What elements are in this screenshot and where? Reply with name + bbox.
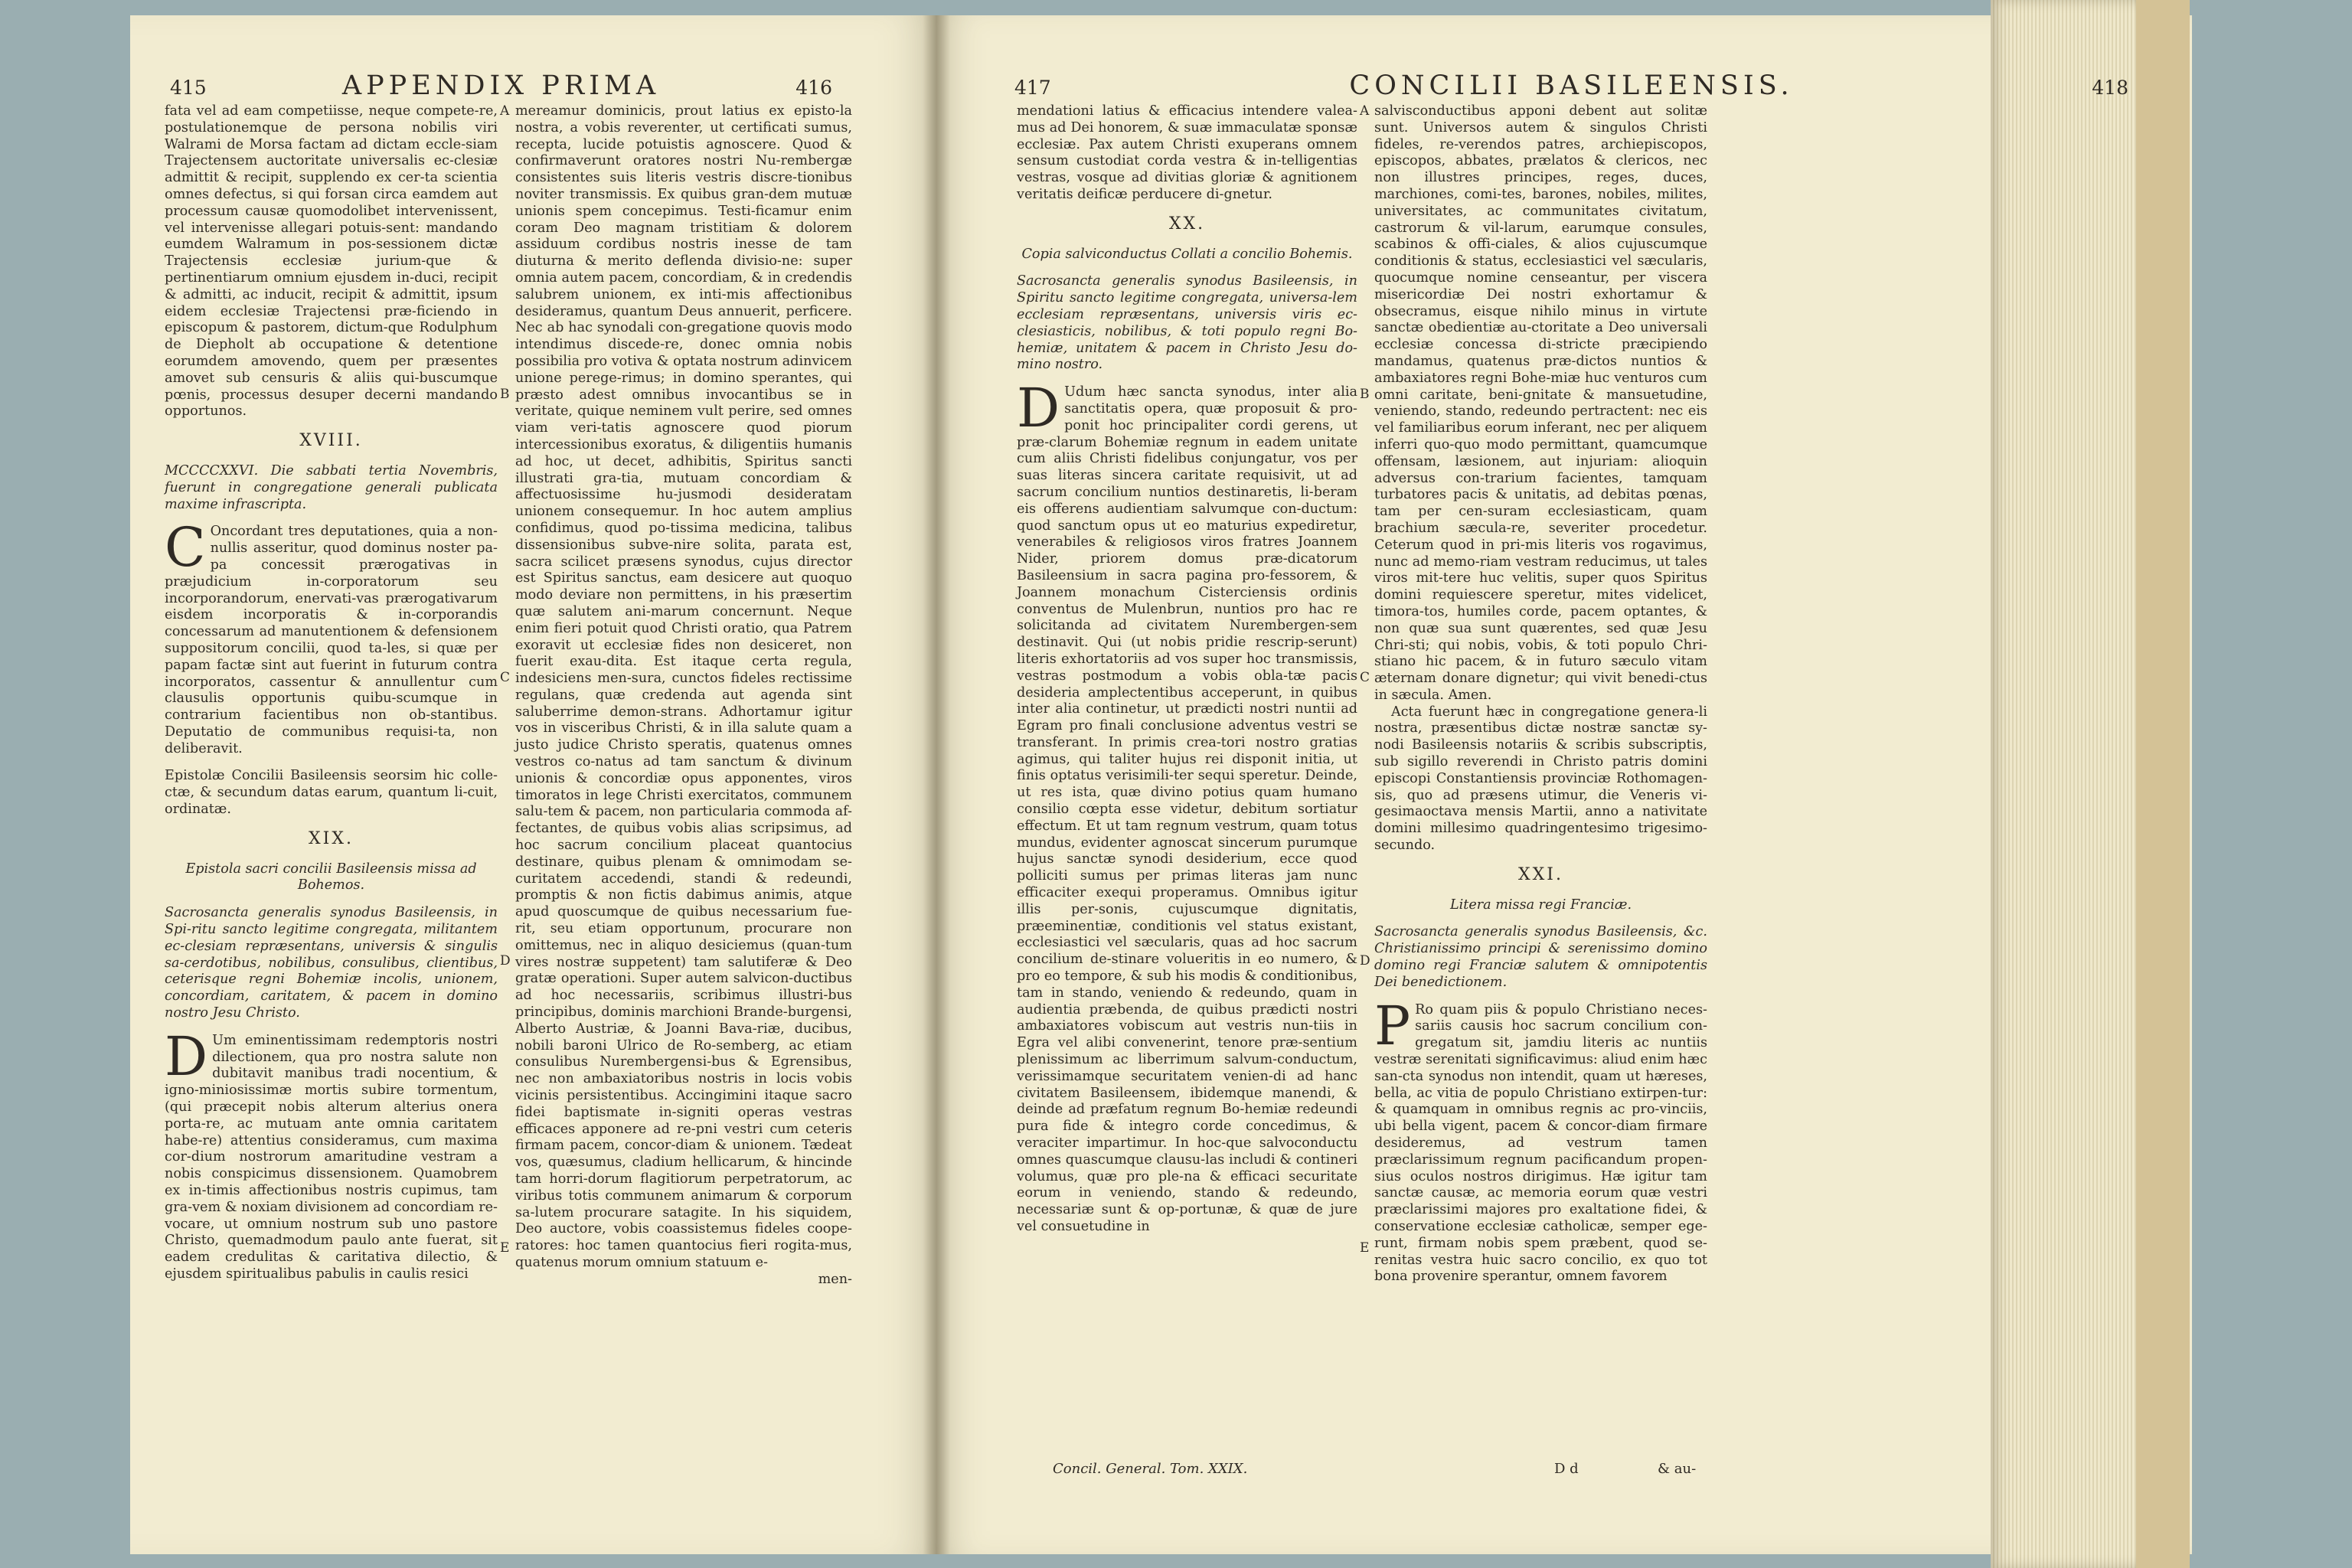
footer-reference: Concil. General. Tom. XXIX. — [1053, 1461, 1248, 1477]
page-number: 415 — [170, 77, 207, 99]
section-number: XIX. — [308, 828, 354, 848]
right-running-header — [1014, 70, 2128, 106]
catchword: & au- — [1658, 1461, 1697, 1477]
section-heading: Litera missa regi Franciæ. — [1449, 897, 1632, 913]
section-heading: Copia salviconductus Collati a concilio Bohemis. — [1021, 246, 1353, 262]
section-number: XX. — [1168, 214, 1206, 234]
page-number: 418 — [2092, 77, 2128, 99]
paragraph: P Ro quam piis & populo Christiano neces-sariis causis hoc sacrum concilium con-gregatum sit, jamdiu literis ac nuntiis vestræ serenitati significavimus: aliud enim hæc san-cta synodus non intendit, quam ut hæreses, bella, ac vitia de populo Christiano extirpen-tur: & quamquam in omnibus regnis ac pro-vinciis, ubi bella vigent, pacem & concor-diam firmare desideremus, ad vestrum tamen præclarissimum regnum pacificandum propen-sius oculos nostros dirigimus. Hæ igitur tam sanctæ causæ, ac memoria eorum quæ vestri præclarissimi majores pro exaltatione fidei, & conservatione ecclesiæ catholicæ, semper ege-runt, firmam nobis spem præbent, quod se-renitas vestra huic sacro concilio, ex quo tot bona provenire sperantur, omnem favorem — [1374, 994, 1707, 1285]
running-title: CONCILII BASILEENSIS. — [1349, 70, 1794, 101]
address: Sacrosancta generalis synodus Basileensis, in Spiritu sancto legitime congregata, universa-lem ecclesiam repræsentans, universis viris ec-clesiasticis, nobilibus, & toti populo regni Bo-hemiæ, unitatem & pacem in Christo Jesu do-mino nostro. — [1017, 273, 1357, 373]
paragraph: D Um eminentissimam redemptoris nostri dilectionem, qua pro nostra salute non dubitavit manibus tradi nocentium, & igno-miniosissimæ mortis subire tormentum, (qui præcepit nobis alterum alterius onera porta-re, ac mutuam ante omnia caritatem habe-re) attentius consideramus, cum maxima cor-dium nostrorum amaritudine vestram a nobis conspicimus dissensionem. Quamobrem ex in-timis affectionibus nostris cupimus, tam gra-vem & noxiam divisionem ad concordiam re-vocare, ut omnium nostrum sub uno pastore Christo, quemadmodum paulo ante fuerat, sit eadem credulitas & caritativa dilectio, & ejusdem spiritualibus pabulis in caulis resici — [165, 1024, 498, 1282]
margin-mark: E — [1360, 1240, 1370, 1256]
paragraph: Epistolæ Concilii Basileensis seorsim hic colle-ctæ, & secundum datas earum, quantum li-cuit, ordinatæ. — [165, 768, 498, 818]
text-column-3 — [1017, 103, 1357, 1236]
margin-mark: D — [1360, 953, 1370, 969]
text-column-2 — [515, 103, 852, 1289]
margin-mark: A — [500, 103, 510, 119]
section-number: XVIII. — [299, 431, 363, 451]
text-column-1 — [165, 103, 498, 1283]
paragraph: Acta fuerunt hæc in congregatione genera-li nostra, præsentibus dictæ nostræ sanctæ sy-nodi Basileensis notariis & scribis subscriptis, sub sigillo reverendi in Christo patris domini episcopi Constantiensis provinciæ Rothomagen-sis, quo ad præsens utimur, die Veneris vi-gesimaoctava mensis Martii, anno a nativitate domini millesimo quadringentesimo trigesimo-secundo. — [1374, 704, 1707, 854]
drop-cap: C — [165, 516, 206, 580]
paragraph: D Udum hæc sancta synodus, inter alia sanctitatis opera, quæ proposuit & pro-ponit hoc principaliter cordi gerens, ut præ-clarum Bohemiæ regnum in eadem unitate cum aliis Christi fidelibus conjungatur, vos per suas literas sincera caritate requisivit, ut ad sacrum concilium nuntios destinaretis, li-beram eis offerens audientiam salvumque con-ductum: quod sanctum opus ut eo maturius expediretur, venerabiles & religiosos viros fratres Joannem Nider, priorem domus præ-dicatorum Basileensium in sacra pagina pro-fessorem, & Joannem monachum Cisterciensis ordinis conventus de Mulenbrun, nuntios pro hac re solicitanda ad civitatem Nurembergen-sem destinavit. Qui (ut nobis pridie rescrip-serunt) literis exhortatoriis ad vos super hoc transmissis, vestras postmodum a vobis obla-tæ pacis desideria amplectentibus acceperunt, in quibus inter alia continetur, ut prædicti nostri nuntii ad Egram pro finali conclusione adventus vestri se transferant. In primis crea-tori nostro gratias agimus, qui taliter hujus rei disponit initia, ut finis optatus verisimili-ter sequi speretur. Deinde, ut res ista, quæ divino potius quam humano consilio cœpta esse videtur, debitum sortiatur effectum. Et ut tam regnum vestrum, quam totus mundus, evidenter agnoscat sincerum purumque hujus sanctæ synodi desiderium, ecce quod polliciti sumus per primas literas jam nunc efficaciter exequi properamus. Omnibus igitur illis per-sonis, cujuscumque dignitatis, præeminentiæ, conditionis vel status existant, ecclesiastici vel sæcularis, quas ad hoc sacrum concilium de-stinare volueritis in eo numero, & pro eo tempore, & sub his modis & conditionibus, tam in stando, veniendo & redeundo, quam in audientia præbenda, de quibus prædicti nostri ambaxiatores vobiscum aut vestris nun-tiis in Egra vel alibi convenerint, tenore præ-sentium plenissimum ac liberrimum salvum-conductum, verissimamque securitatem venien-di ad hanc civitatem Basileensem, ibidemque manendi, & deinde ad præfatum regnum Bo-hemiæ redeundi pura fide & integro corde concedimus, & veraciter impartimur. In hoc-que salvoconductu omnes quascumque clausu-las includi & contineri volumus, quæ pro ple-na & efficaci securitate eorum in veniendo, stando & redeundo, necessariæ sunt & op-portunæ, & quæ de jure vel consuetudine in — [1017, 377, 1357, 1234]
paragraph: salvisconductibus apponi debent aut solitæ sunt. Universos autem & singulos Christi fideles, re-verendos patres, archiepiscopos, episcopos, abbates, prælatos & clericos, nec non illustres principes, reges, duces, marchiones, comi-tes, barones, nobiles, milites, universitates, ac communitates civitatum, castrorum & vil-larum, earumque consules, scabinos & offi-ciales, & alios cujuscumque conditionis & status, ecclesiastici vel sæcularis, quocumque nomine censeantur, per viscera misericordiæ Dei nostri exhortamur & obsecramus, eisque nihilo minus in virtute sanctæ obedientiæ au-ctoritate a Deo universali ecclesiæ concessa di-stricte præcipiendo mandamus, quatenus præ-dictos nuntios & ambaxiatores regni Bohe-miæ huc venturos cum omni caritate, beni-gnitate & mansuetudine, veniendo, stando, redeundo pertractent: nec eis vel familiaribus eorum inferant, nec per aliquem inferri quo-quo modo permittant, quamcumque offensam, læsionem, aut injuriam: alioquin adversus con-trarium facientes, tamquam turbatores pacis & unitatis, ad debitas pœnas, tam per cen-suram ecclesiasticam, quam brachium sæcula-re, severiter procedetur. Ceterum quod in pri-mis literis vos rogavimus, nunc ad memo-riam vestram reducimus, ut tales viros mit-tere huc velitis, super quos Spiritus domini requiescere speretur, mites videlicet, timora-tos, humiles corde, pacem optantes, & non quæ sua sunt quærentes, sed quæ Jesu Chri-sti; qui nobis, vobis, & toti populo Chri-stiano hic pacem, & in futuro sæculo vitam æternam donare dignetur; qui vivit benedi-ctus in sæcula. Amen. — [1374, 103, 1707, 703]
address: Sacrosancta generalis synodus Basileensis, &c. Christianissimo principi & serenissimo domino domino regi Franciæ salutem & omnipotentis Dei benedictionem. — [1374, 924, 1707, 990]
drop-cap: D — [1017, 377, 1060, 440]
paragraph: mendationi latius & efficacius intendere valea-mus ad Dei honorem, & suæ immaculatæ sponsæ ecclesiæ. Pax autem Christi exuperans omnem sensum custodiat corda vestra & in-telligentias vestras, vosque ad divitias gloriæ & agnitionem veritatis deificæ perducere di-gnetur. — [1017, 103, 1357, 202]
book-cover-edge — [2136, 0, 2190, 1568]
page-number: 416 — [795, 77, 832, 99]
section-number: XXI. — [1517, 864, 1563, 884]
drop-cap: D — [165, 1024, 208, 1088]
left-running-header — [170, 70, 832, 106]
text-column-4 — [1374, 103, 1707, 1285]
margin-mark: C — [1360, 670, 1370, 685]
margin-mark: D — [500, 953, 511, 969]
paragraph: mereamur dominicis, prout latius ex episto-la nostra, a vobis reverenter, ut certificati sumus, recepta, lucide potuistis agnoscere. Quod & confirmaverunt oratores nostri Nu-rembergæ consistentes suis literis vestris discre-tionibus noviter transmissis. Ex quibus gran-dem mutuæ unionis spem concepimus. Testi-ficamur enim coram Deo magnam tristitiam & dolorem assiduum cordibus nostris inesse de tam diuturna & merito deflenda divisio-ne: super omnia autem pacem, concordiam, & in credendis salubrem unionem, ex inti-mis affectionibus desideramus, quantum Deus annuerit, perficere. Nec ab hac synodali con-gregatione quovis modo intendimus discede-re, donec omnia nobis possibilia pro votiva & optata nostrum adinvicem unione perege-rimus; in domino sperantes, qui præsto adest omnibus invocantibus se in veritate, quique neminem vult perire, sed omnes viam veri-tatis agnoscere quod piorum intercessionibus exoratus, & diligentiis humanis ad hoc, ut decet, adhibitis, Spiritus sancti illustrati gra-tia, mutuam concordiam & affectuosissime hu-jusmodi desideratam unionem consequemur. In hoc autem amplius confidimus, quod po-tissima medicina, talibus dissensionibus subve-nire solita, parata est, sacra scilicet præsens synodus, cujus director est Spiritus sanctus, eam desicere aut quoquo modo deviare non permittens, in his præsertim quæ salutem ani-marum concernunt. Neque enim fieri potuit quod Christi oratio, qua Patrem exoravit ut ecclesiæ fides non desiceret, non fuerit exau-dita. Est itaque certa regula, indesiciens men-sura, cunctos fideles rectissime regulans, quæ credenda aut agenda sint saluberrime demon-strans. Adhortamur igitur vos in visceribus Christi, & in illa salute quam a justo judice Christo speratis, quatenus omnes vestros co-natus ad tam sanctum & divinum unionis & concordiæ opus apponentes, viros timoratos in lege Christi exercitatos, communem salu-tem & pacem, non particularia commoda af-fectantes, de quibus vobis alias scripsimus, ad hoc sacrum concilium placeat quantocius destinare, quibus plenam & omnimodam se-curitatem accedendi, standi & redeundi, promptis & non fictis dabimus animis, atque apud quoscumque de quibus necessarium fue-rit, seu etiam opportunum, procurare non omittemus, nec in aliquo desiciemus (quan-tum vires nostræ suppetent) tam salutiferæ & Deo gratæ operationi. Super autem salvicon-ductibus ad hoc necessariis, scribimus illustri-bus principibus, dominis marchioni Brande-burgensi, Alberto Austriæ, & Joanni Bava-riæ, ducibus, nobili baroni Ulrico de Ro-semberg, ac etiam consulibus Nurembergensi-bus & Egrensibus, nec non ambaxiatoribus nostris in locis vobis vicinis persistentibus. Accingimini itaque sacro fidei baptismate in-signiti operas vestras efficaces apponere ad re-pni vestri cum ceteris firmam pacem, concor-diam & unionem. Tædeat vos, quæsumus, cladium hellicarum, & hincinde tam horri-dorum flagitiorum perpetratorum, ac viribus totis communem animarum & corporum sa-lutem procurare satagite. In his siquidem, Deo auctore, vobis coassistemus fideles coope-ratores: hoc tamen quantocius fieri rogita-mus, quatenus morum omnium statuum e- — [515, 103, 852, 1270]
catchword: men- — [818, 1271, 852, 1287]
margin-mark: E — [500, 1240, 510, 1256]
paragraph: fata vel ad eam competiisse, neque compete-re, postulationemque de persona nobilis viri Walrami de Morsa factam ad dictam eccle-siam Trajectensem auctoritate universalis ec-clesiæ admittit & recipit, supplendo ex cer-ta scientia omnes defectus, si qui forsan circa eamdem aut processum causæ quomodolibet intervenissent, vel intervenisse allegari potuis-sent: mandando eumdem Walramum in pos-sessionem dictæ Trajectensis ecclesiæ jurium-que & pertinentiarum omnium ejusdem in-duci, recipit & admitti, ac inducit, recipit & admittit, ipsum eidem ecclesiæ Trajectensi præ-ficiendo in episcopum & pastorem, dictum-que Rodulphum de Diepholt ab occupatione & detentione eorumdem amovendo, quem per præsentes amovet sub censuris & aliis qui-buscumque pœnis, processus desuper decerni mandando opportunos. — [165, 103, 498, 420]
address: Sacrosancta generalis synodus Basileensis, in Spi-ritu sancto legitime congregata, militantem ec-clesiam repræsentans, universis & singulis sa-cerdotibus, nobilibus, consulibus, clientibus, ceterisque regni Bohemiæ incolis, unionem, concordiam, caritatem, & pacem in domino nostro Jesu Christo. — [165, 905, 498, 1021]
paragraph: C Oncordant tres deputationes, quia a non-nullis asseritur, quod dominus noster pa-pa concessit prærogativas in præjudicium in-corporatorum seu incorporandorum, enervati-vas prærogativarum eisdem incorporatis & in-corporandis concessarum ad manutentionem & defensionem suppositorum concilii, quod ta-les, si quæ per papam factæ sint aut fuerint in futurum contra incorporatos, cassentur & annullentur cum clausulis opportunis quibu-scumque in contrarium facientibus non ob-stantibus. Deputatio de communibus requisi-ta, non deliberavit. — [165, 516, 498, 756]
running-title: APPENDIX PRIMA — [341, 70, 661, 101]
section-heading: MCCCCXXVI. Die sabbati tertia Novembris, fuerunt in congregatione generali publicata maxime infrascripta. — [165, 462, 498, 512]
margin-mark: B — [500, 387, 510, 402]
book-gutter — [923, 15, 950, 1554]
margin-mark: C — [500, 670, 511, 685]
margin-mark: B — [1360, 387, 1370, 402]
drop-cap: P — [1374, 994, 1411, 1057]
section-heading: Epistola sacri concilii Basileensis missa ad Bohemos. — [185, 861, 477, 893]
signature-mark: D d — [1554, 1461, 1579, 1477]
margin-mark: A — [1360, 103, 1370, 119]
page-number: 417 — [1014, 77, 1051, 99]
